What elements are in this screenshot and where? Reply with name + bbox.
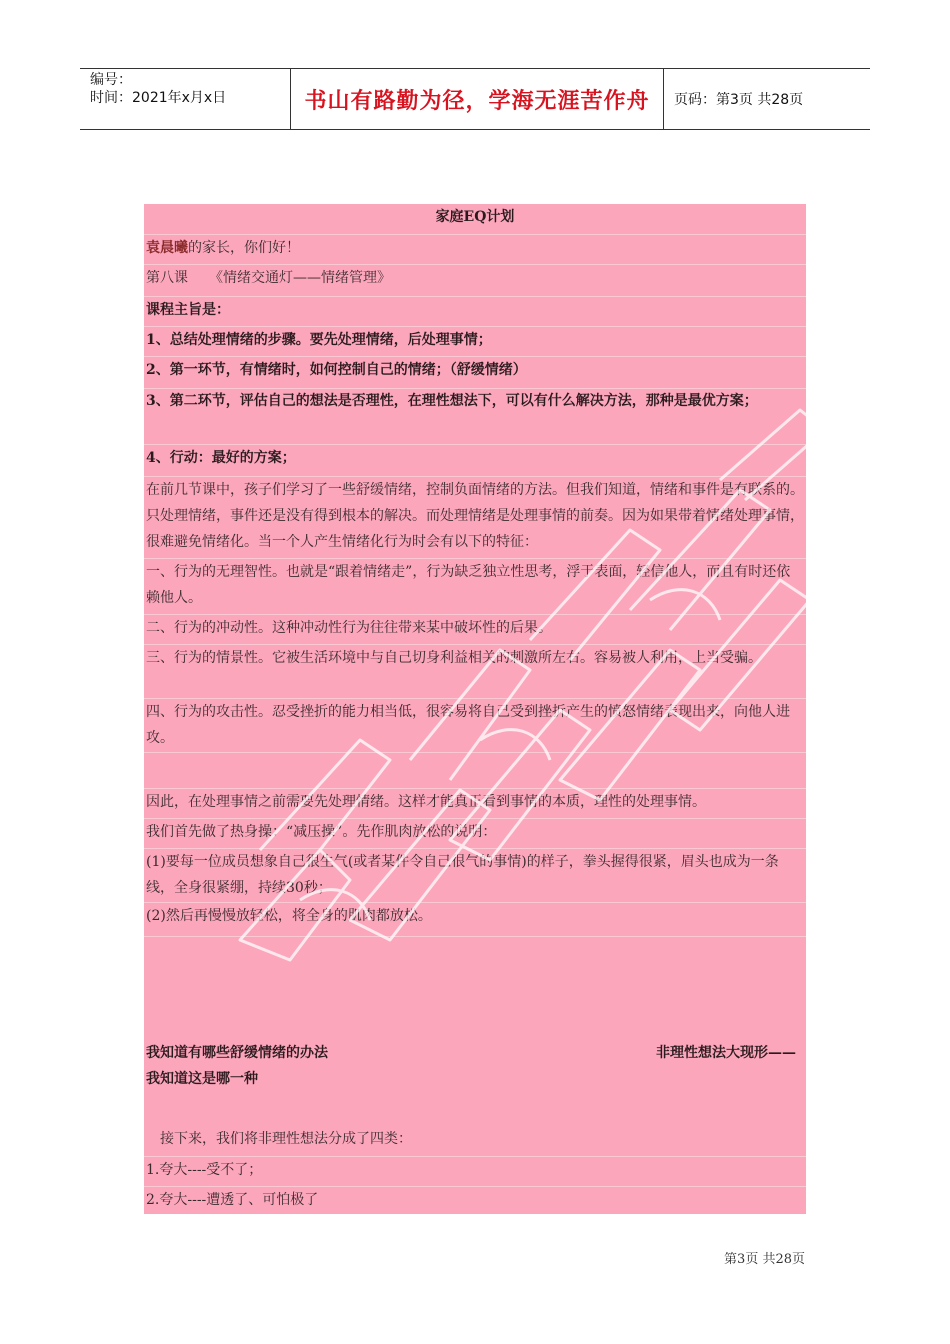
doc-title: 家庭EQ计划 [435,209,515,225]
page-footer: 第3页 共28页 [724,1252,805,1267]
header-page-label: 页码：第3页 共28页 [674,92,804,108]
section-left2: 我知道这是哪一种 [146,1071,258,1087]
therefore-paragraph: 因此，在处理事情之前需要先处理情绪。这样才能真正看到事情的本质，理性的处理事情。 [144,788,806,815]
warmup-paragraph: 我们首先做了热身操：“减压操”。先作肌肉放松的说明： [144,818,806,845]
step-item: (1)要每一位成员想象自己很生气(或者某件令自己很气的事情)的样子，拳头握得很紧，眉头也成为一条线，全身很紧绷，持续30秒； [144,848,806,901]
header-motto: 书山有路勤为径，学海无涯苦作舟 [290,69,664,129]
section-right: 非理性想法大现形—— [656,1045,796,1061]
feature-item: 四、行为的攻击性。忍受挫折的能力相当低，很容易将自己受到挫折产生的愤怒情绪表现出来，向他人进攻。 [144,698,806,751]
intro-paragraph: 在前几节课中，孩子们学习了一些舒缓情绪，控制负面情绪的方法。但我们知道，情绪和事件是有联系的。只处理情绪，事件还是没有得到根本的解决。而处理情绪是处理事情的前奏。因为如果带着情绪处理事情，很难避免情绪化。当一个人产生情绪化行为时会有以下的特征： [144,476,806,555]
feature-item: 二、行为的冲动性。这种冲动性行为往往带来某中破坏性的后果。 [144,614,806,641]
feature-item: 三、行为的情景性。它被生活环境中与自己切身利益相关的刺激所左右。容易被人利用，上当受骗。 [144,644,806,671]
page-header [80,68,870,130]
aim-item: 4、行动：最好的方案； [144,444,806,471]
greeting-text: 的家长，你们好！ [188,240,300,256]
feature-item: 一、行为的无理智性。也就是“跟着情绪走”，行为缺乏独立性思考，浮于表面，轻信他人，而且有时还依赖他人。 [144,558,806,611]
aim-title: 课程主旨是： [144,296,806,323]
section-left: 我知道有哪些舒缓情绪的办法 [146,1045,328,1061]
section-heading [144,1040,806,1092]
lesson-title: 第八课 《情绪交通灯——情绪管理》 [144,264,806,291]
category-item: 2.夸大----遭透了、可怕极了 [144,1186,806,1213]
number-label: 编号： [90,72,132,88]
aim-item: 2、第一环节，有情绪时，如何控制自己的情绪；（舒缓情绪） [144,356,806,383]
blank-row [144,936,806,1036]
next-paragraph: 接下来，我们将非理性想法分成了四类： [160,1131,412,1147]
time-label: 时间：2021年x月x日 [90,90,227,106]
step-item: (2)然后再慢慢放轻松，将全身的肌肉都放松。 [144,902,806,929]
blank-row [144,752,806,782]
aim-item: 1、总结处理情绪的步骤。要先处理情绪，后处理事情； [144,326,806,353]
aim-item: 3、第二环节，评估自己的想法是否理性，在理性想法下，可以有什么解决方法，那种是最优方案； [144,388,806,413]
greeting [144,234,806,261]
content-block [144,204,806,1214]
greeting-name: 袁晨曦 [146,240,188,256]
header-meta [80,69,290,129]
category-item: 1.夸大----受不了； [144,1156,806,1183]
